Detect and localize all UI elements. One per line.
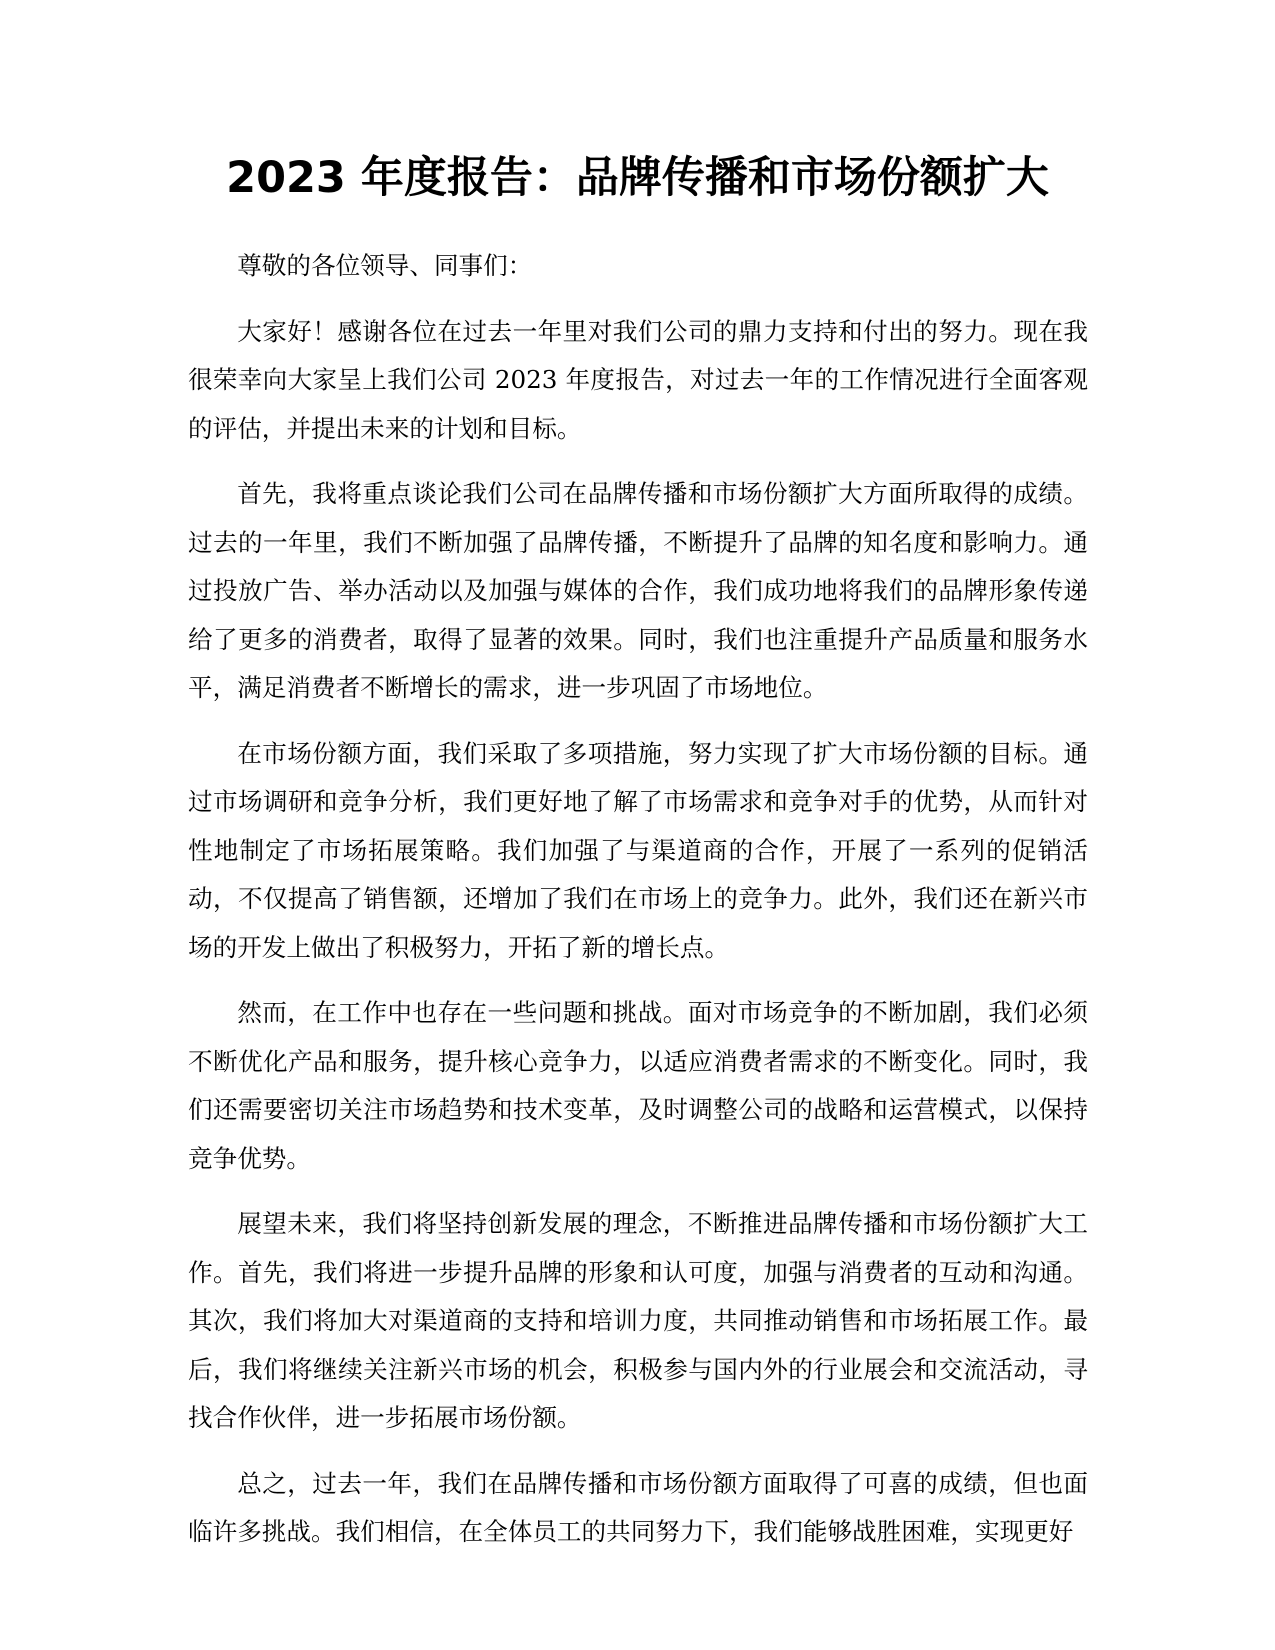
paragraph-greeting: 大家好！感谢各位在过去一年里对我们公司的鼎力支持和付出的努力。现在我很荣幸向大家呈上我们公司 2023 年度报告，对过去一年的工作情况进行全面客观的评估，并提出未来的计划和目标。 bbox=[188, 316, 1088, 443]
paragraph-brand-achievements: 首先，我将重点谈论我们公司在品牌传播和市场份额扩大方面所取得的成绩。过去的一年里，我们不断加强了品牌传播，不断提升了品牌的知名度和影响力。通过投放广告、举办活动以及加强与媒体的合作，我们成功地将我们的品牌形象传递给了更多的消费者，取得了显著的效果。同时，我们也注重提升产品质量和服务水平，满足消费者不断增长的需求，进一步巩固了市场地位。 bbox=[188, 479, 1088, 702]
document-title: 2023 年度报告：品牌传播和市场份额扩大 bbox=[226, 153, 1049, 203]
paragraph-summary: 总之，过去一年，我们在品牌传播和市场份额方面取得了可喜的成绩，但也面临许多挑战。我们相信，在全体员工的共同努力下，我们能够战胜困难，实现更好 bbox=[188, 1468, 1088, 1546]
paragraph-market-share: 在市场份额方面，我们采取了多项措施，努力实现了扩大市场份额的目标。通过市场调研和竞争分析，我们更好地了解了市场需求和竞争对手的优势，从而针对性地制定了市场拓展策略。我们加强了与渠道商的合作，开展了一系列的促销活动，不仅提高了销售额，还增加了我们在市场上的竞争力。此外，我们还在新兴市场的开发上做出了积极努力，开拓了新的增长点。 bbox=[188, 738, 1088, 962]
document-body bbox=[188, 242, 1088, 1574]
paragraph-salutation: 尊敬的各位领导、同事们： bbox=[237, 251, 533, 280]
paragraph-challenges: 然而，在工作中也存在一些问题和挑战。面对市场竞争的不断加剧，我们必须不断优化产品和服务，提升核心竞争力，以适应消费者需求的不断变化。同时，我们还需要密切关注市场趋势和技术变革，及时调整公司的战略和运营模式，以保持竞争优势。 bbox=[188, 998, 1088, 1173]
paragraph-outlook: 展望未来，我们将坚持创新发展的理念，不断推进品牌传播和市场份额扩大工作。首先，我们将进一步提升品牌的形象和认可度，加强与消费者的互动和沟通。其次，我们将加大对渠道商的支持和培训力度，共同推动销售和市场拓展工作。最后，我们将继续关注新兴市场的机会，积极参与国内外的行业展会和交流活动，寻找合作伙伴，进一步拓展市场份额。 bbox=[188, 1209, 1088, 1432]
